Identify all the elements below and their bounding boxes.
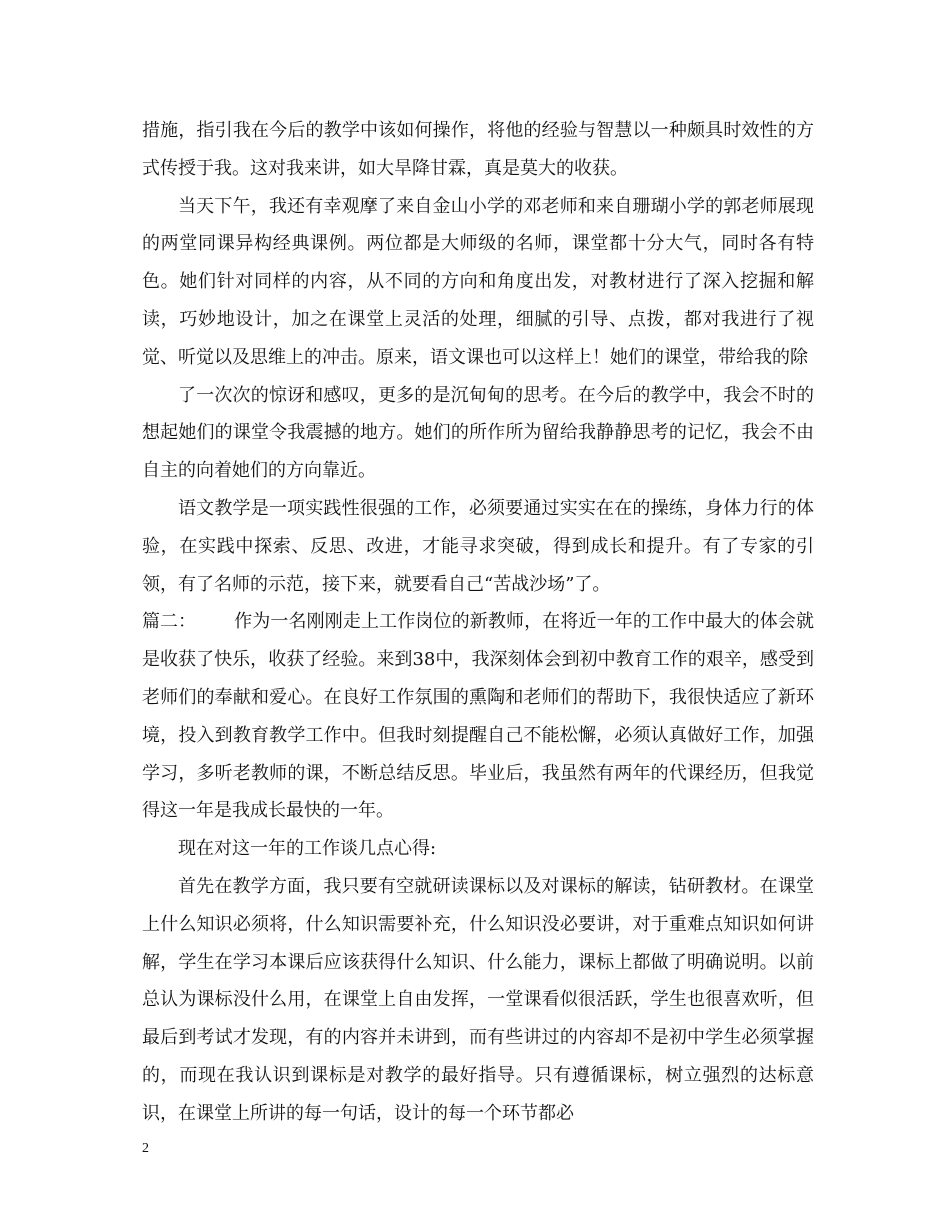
paragraph-1: 措施，指引我在今后的教学中该如何操作，将他的经验与智慧以一种颇具时效性的方式传授于我。这对我来讲，如大旱降甘霖，真是莫大的收获。 xyxy=(142,120,814,179)
section-text: 作为一名刚刚走上工作岗位的新教师，在将近一年的工作中最大的体会就是收获了快乐，收获了经验。来到38中，我深刻体会到初中教育工作的艰辛，感受到老师们的奉献和爱心。在良好工作氛围的熏陶和老师们的帮助下，我很快适应了新环境，投入到教育教学工作中。但我时刻提醒自己不能松懈，必须认真做好工作，加强学习，多听老教师的课，不断总结反思。毕业后，我虽然有两年的代课经历，但我觉得这一年是我成长最快的一年。 xyxy=(142,611,814,822)
document-body xyxy=(142,112,814,1133)
paragraph-6: 现在对这一年的工作谈几点心得: xyxy=(178,838,437,860)
paragraph-5 xyxy=(142,603,814,830)
page-number: 2 xyxy=(142,1141,149,1156)
paragraph-4: 语文教学是一项实践性很强的工作，必须要通过实实在在的操练，身体力行的体验，在实践中探索、反思、改进，才能寻求突破，得到成长和提升。有了专家的引领，有了名师的示范，接下来，就要看自己“苦战沙场”了。 xyxy=(142,497,814,595)
section-label: 篇二： xyxy=(142,611,196,633)
paragraph-7: 首先在教学方面，我只要有空就研读课标以及对课标的解读，钻研教材。在课堂上什么知识必须将，什么知识需要补充，什么知识没必要讲，对于重难点知识如何讲解，学生在学习本课后应该获得什么知识、什么能力，课标上都做了明确说明。以前总认为课标没什么用，在课堂上自由发挥，一堂课看似很活跃，学生也很喜欢听，但最后到考试才发现，有的内容并未讲到，而有些讲过的内容却不是初中学生必须掌握的，而现在我认识到课标是对教学的最好指导。只有遵循课标，树立强烈的达标意识，在课堂上所讲的每一句话，设计的每一个环节都必 xyxy=(142,875,814,1124)
paragraph-3: 了一次次的惊讶和感叹，更多的是沉甸甸的思考。在今后的教学中，我会不时的想起她们的课堂令我震撼的地方。她们的所作所为留给我静静思考的记忆，我会不由自主的向着她们的方向靠近。 xyxy=(142,384,814,482)
paragraph-2: 当天下午，我还有幸观摩了来自金山小学的邓老师和来自珊瑚小学的郭老师展现的两堂同课异构经典课例。两位都是大师级的名师，课堂都十分大气，同时各有特色。她们针对同样的内容，从不同的方向和角度出发，对教材进行了深入挖掘和解读，巧妙地设计，加之在课堂上灵活的处理，细腻的引导、点拨，都对我进行了视觉、听觉以及思维上的冲击。原来，语文课也可以这样上！她们的课堂，带给我的除 xyxy=(142,195,814,368)
